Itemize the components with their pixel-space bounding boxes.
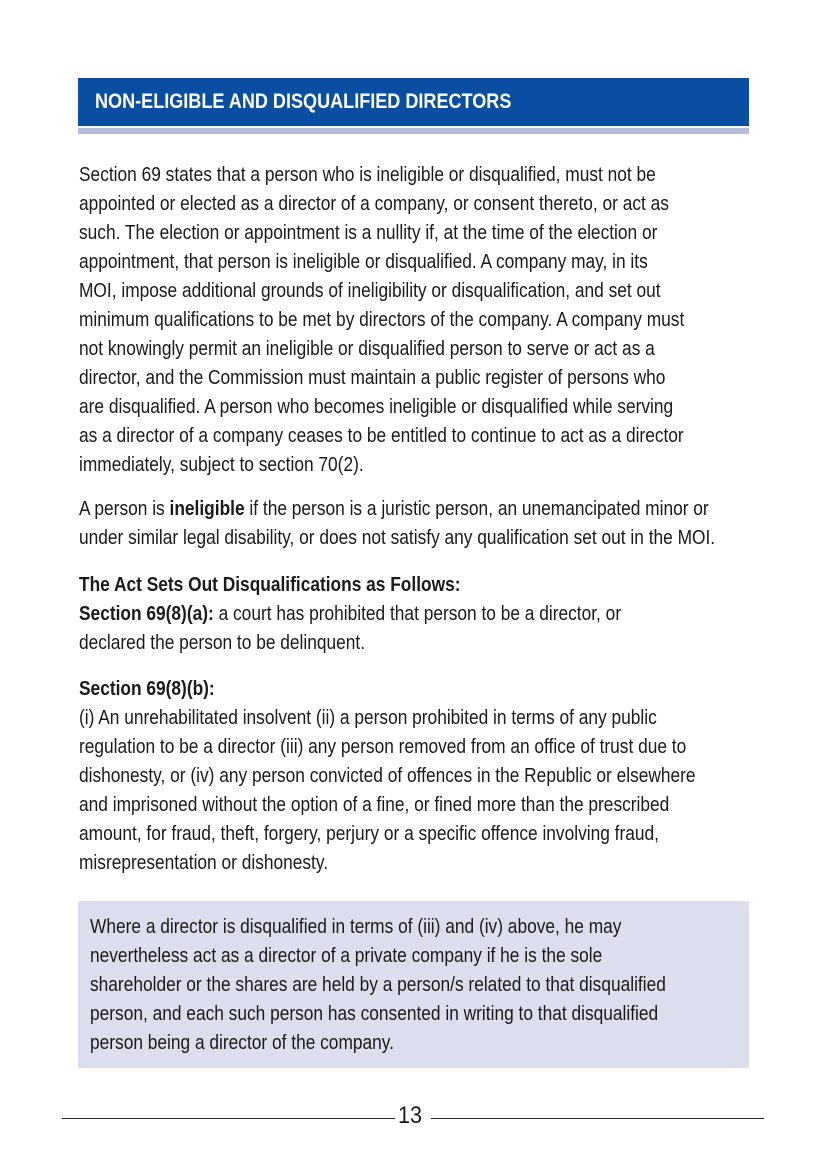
section-header-underline	[78, 128, 749, 134]
page-number: 13	[398, 1102, 423, 1129]
text-line: person being a director of the company.	[90, 1031, 394, 1054]
text-line: immediately, subject to section 70(2).	[79, 453, 364, 476]
disqualifications-heading	[79, 570, 621, 599]
text-line: person, and each such person has consented in writing to that disqualified	[90, 1002, 659, 1025]
text-run: A person is	[79, 497, 170, 520]
text-line: MOI, impose additional grounds of ineligibility or disqualification, and set out	[79, 279, 661, 302]
text-line: amount, for fraud, theft, forgery, perjury or a specific offence involving fraud,	[79, 822, 659, 845]
text-line: nevertheless act as a director of a private company if he is the sole	[90, 944, 603, 967]
intro-paragraph	[79, 160, 684, 479]
footer-rule-left	[62, 1118, 395, 1119]
text-line: (i) An unrehabilitated insolvent (ii) a person prohibited in terms of any public	[79, 706, 657, 729]
text-line: such. The election or appointment is a nullity if, at the time of the election or	[79, 221, 658, 244]
ineligible-term: ineligible	[169, 497, 245, 520]
text-line: appointment, that person is ineligible or disqualified. A company may, in its	[79, 250, 648, 273]
text-line: minimum qualifications to be met by directors of the company. A company must	[79, 308, 685, 331]
text-line: are disqualified. A person who becomes ineligible or disqualified while serving	[79, 395, 674, 418]
heading-text: The Act Sets Out Disqualifications as Follows:	[79, 573, 461, 596]
text-line: and imprisoned without the option of a fine, or fined more than the prescribed	[79, 793, 670, 816]
section-b-heading	[79, 674, 696, 703]
section-b-block	[79, 674, 696, 877]
section-a-line	[79, 599, 621, 628]
text-line: misrepresentation or dishonesty.	[79, 851, 329, 874]
text-line: director, and the Commission must maintain a public register of persons who	[79, 366, 666, 389]
disqualifications-block	[79, 570, 621, 657]
section-title: NON-ELIGIBLE AND DISQUALIFIED DIRECTORS	[95, 90, 512, 113]
text-run: if the person is a juristic person, an unemancipated minor or	[244, 497, 709, 520]
text-line: declared the person to be delinquent.	[79, 631, 366, 654]
text-line: shareholder or the shares are held by a person/s related to that disqualified	[90, 973, 666, 996]
callout-text	[90, 912, 666, 1057]
section-b-label: Section 69(8)(b):	[79, 677, 215, 700]
text-line: as a director of a company ceases to be entitled to continue to act as a director	[79, 424, 684, 447]
text-line: appointed or elected as a director of a company, or consent thereto, or act as	[79, 192, 669, 215]
text-line: dishonesty, or (iv) any person convicted of offences in the Republic or elsewhere	[79, 764, 696, 787]
text-line: Where a director is disqualified in terms of (iii) and (iv) above, he may	[90, 915, 622, 938]
text-line: under similar legal disability, or does not satisfy any qualification set out in the MOI.	[79, 526, 716, 549]
text-line: not knowingly permit an ineligible or disqualified person to serve or act as a	[79, 337, 655, 360]
footer-rule-right	[431, 1118, 764, 1119]
text-run: a court has prohibited that person to be a director, or	[213, 602, 622, 625]
ineligible-paragraph	[79, 494, 715, 552]
text-line: regulation to be a director (iii) any person removed from an office of trust due to	[79, 735, 687, 758]
section-a-label: Section 69(8)(a):	[79, 602, 214, 625]
text-line	[79, 494, 715, 523]
text-line: Section 69 states that a person who is ineligible or disqualified, must not be	[79, 163, 656, 186]
